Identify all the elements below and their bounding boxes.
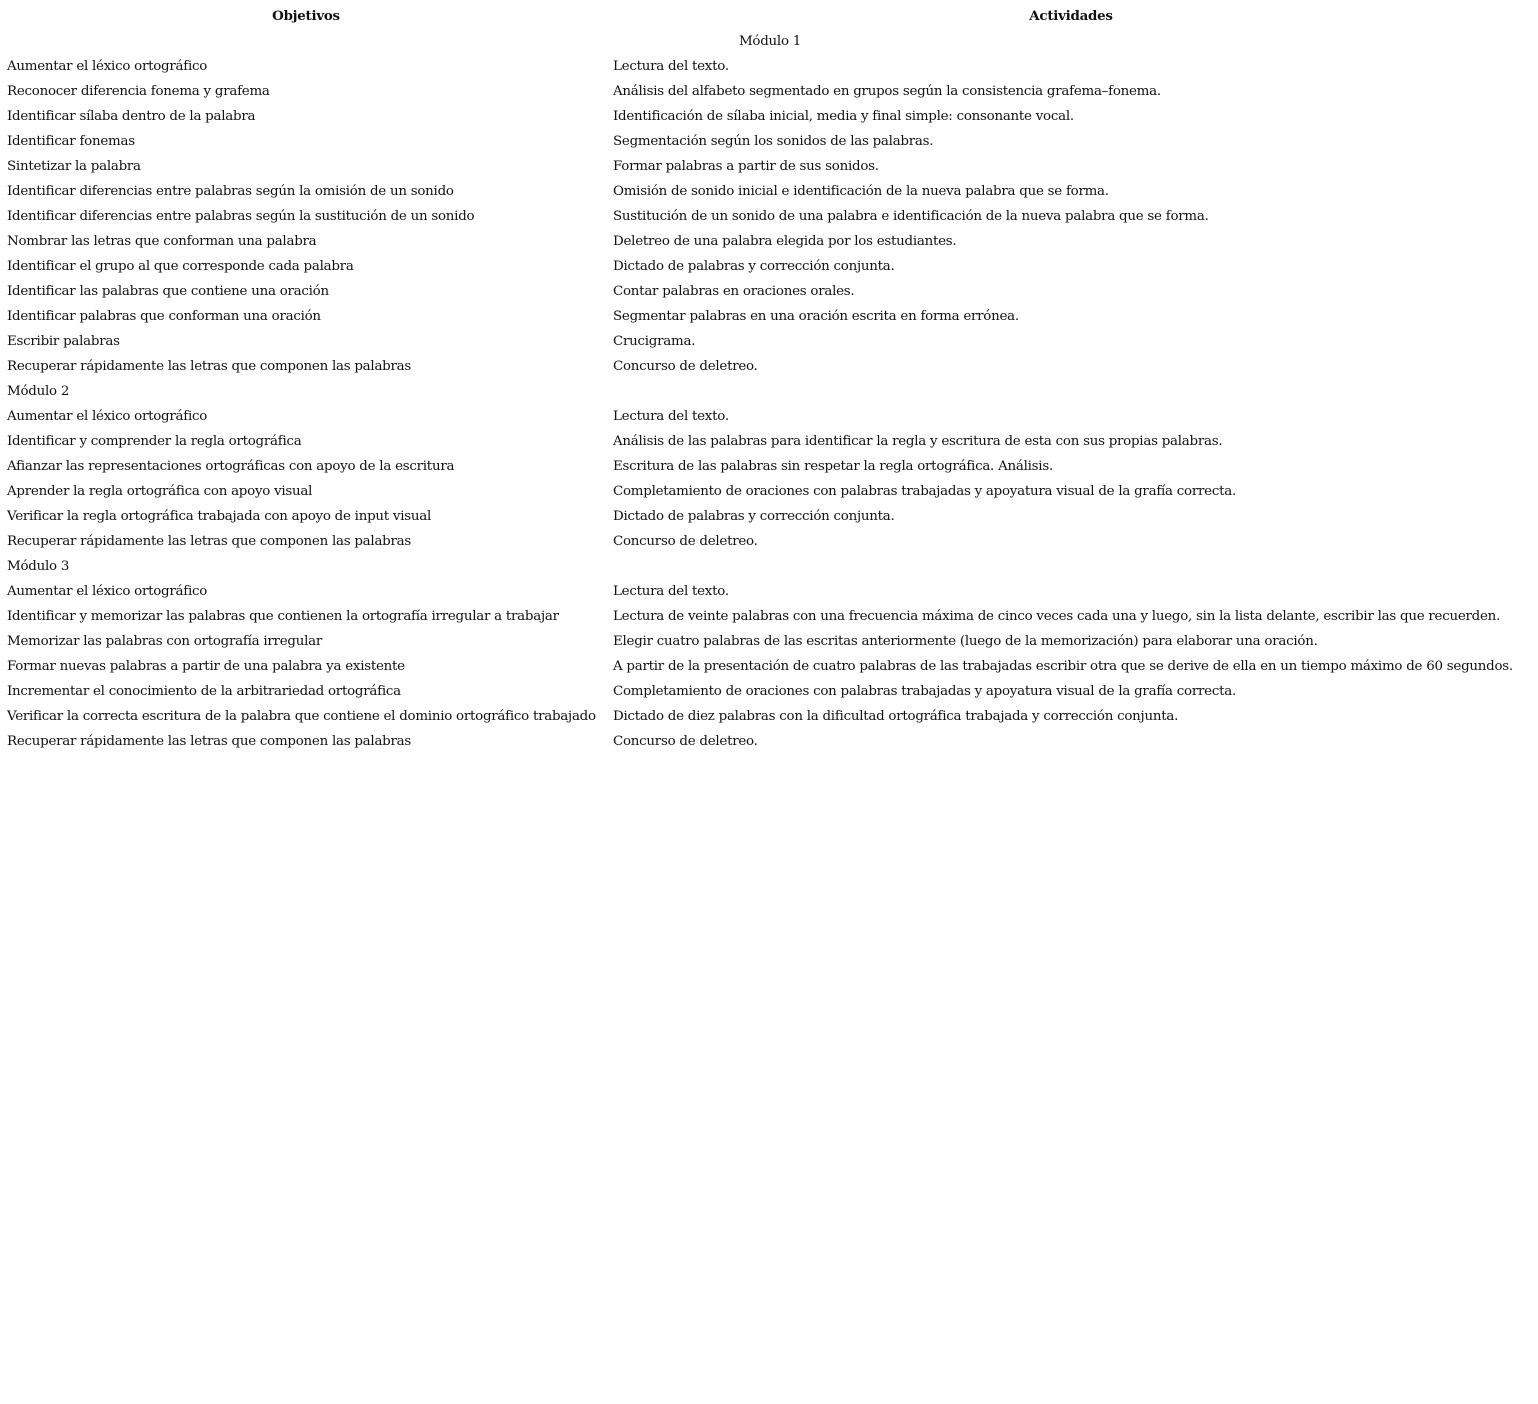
objective-cell: Sintetizar la palabra <box>7 159 141 174</box>
activity-cell: Completamiento de oraciones con palabras trabajadas y apoyatura visual de la grafía correcta. <box>613 684 1236 699</box>
objective-cell: Identificar el grupo al que corresponde cada palabra <box>7 259 354 274</box>
empty-cell <box>609 554 1533 579</box>
objective-cell: Recuperar rápidamente las letras que componen las palabras <box>7 534 412 549</box>
table-row <box>3 529 1533 554</box>
table-row <box>3 604 1533 629</box>
table-body <box>3 29 1533 754</box>
module-title-row <box>3 379 1533 404</box>
activity-cell: Análisis de las palabras para identificar la regla y escritura de esta con sus propias palabras. <box>613 434 1223 449</box>
activity-cell: Análisis del alfabeto segmentado en grupos según la consistencia grafema–fonema. <box>613 84 1161 99</box>
table-row <box>3 729 1533 754</box>
table-row <box>3 429 1533 454</box>
activity-cell: Concurso de deletreo. <box>613 734 758 749</box>
activity-cell: Elegir cuatro palabras de las escritas anteriormente (luego de la memorización) para elaborar una oración. <box>613 634 1318 649</box>
objective-cell: Afianzar las representaciones ortográficas con apoyo de la escritura <box>7 459 455 474</box>
activity-cell: Contar palabras en oraciones orales. <box>613 284 855 299</box>
activity-cell: Lectura del texto. <box>613 59 729 74</box>
module-title-row <box>3 554 1533 579</box>
activity-cell: Identificación de sílaba inicial, media y final simple: consonante vocal. <box>613 109 1074 124</box>
activity-cell: Lectura del texto. <box>613 584 729 599</box>
objective-cell: Verificar la correcta escritura de la palabra que contiene el dominio ortográfico trabajado <box>7 709 596 724</box>
activity-cell: Segmentación según los sonidos de las palabras. <box>613 134 934 149</box>
objective-cell: Nombrar las letras que conforman una palabra <box>7 234 317 249</box>
table-row <box>3 329 1533 354</box>
objective-cell: Aumentar el léxico ortográfico <box>7 59 208 74</box>
table-row <box>3 54 1533 79</box>
objective-cell: Identificar y memorizar las palabras que contienen la ortografía irregular a trabajar <box>7 609 559 624</box>
objective-cell: Recuperar rápidamente las letras que componen las palabras <box>7 359 412 374</box>
objective-cell: Reconocer diferencia fonema y grafema <box>7 84 270 99</box>
objective-cell: Identificar fonemas <box>7 134 135 149</box>
objective-cell: Aumentar el léxico ortográfico <box>7 409 208 424</box>
module-title-row <box>3 29 1533 54</box>
activity-cell: Lectura de veinte palabras con una frecuencia máxima de cinco veces cada una y luego, sin la lista delante, escribir las que recuerden. <box>613 609 1501 624</box>
activity-cell: Escritura de las palabras sin respetar la regla ortográfica. Análisis. <box>613 459 1053 474</box>
table-row <box>3 679 1533 704</box>
table-row <box>3 204 1533 229</box>
objective-cell: Aprender la regla ortográfica con apoyo visual <box>7 484 313 499</box>
module-title: Módulo 2 <box>7 384 70 399</box>
activity-cell: Crucigrama. <box>613 334 696 349</box>
activity-cell: Omisión de sonido inicial e identificación de la nueva palabra que se forma. <box>613 184 1109 199</box>
table-row <box>3 579 1533 604</box>
header-objectives: Objetivos <box>272 8 340 24</box>
objective-cell: Recuperar rápidamente las letras que componen las palabras <box>7 734 412 749</box>
objective-cell: Identificar diferencias entre palabras según la sustitución de un sonido <box>7 209 475 224</box>
activity-cell: Formar palabras a partir de sus sonidos. <box>613 159 879 174</box>
table-row <box>3 629 1533 654</box>
empty-cell <box>609 379 1533 404</box>
table-row <box>3 79 1533 104</box>
table-row <box>3 704 1533 729</box>
activity-cell: Dictado de palabras y corrección conjunta. <box>613 259 895 274</box>
table-row <box>3 154 1533 179</box>
objective-cell: Identificar las palabras que contiene una oración <box>7 284 329 299</box>
table-row <box>3 654 1533 679</box>
activity-cell: Completamiento de oraciones con palabras trabajadas y apoyatura visual de la grafía correcta. <box>613 484 1236 499</box>
objectives-activities-table <box>3 4 1533 754</box>
table-row <box>3 129 1533 154</box>
objective-cell: Identificar y comprender la regla ortográfica <box>7 434 302 449</box>
table-row <box>3 404 1533 429</box>
table-row <box>3 504 1533 529</box>
header-row <box>3 4 1533 29</box>
table-row <box>3 254 1533 279</box>
table-row <box>3 229 1533 254</box>
module-title: Módulo 3 <box>7 559 70 574</box>
activity-cell: Segmentar palabras en una oración escrita en forma errónea. <box>613 309 1019 324</box>
objective-cell: Memorizar las palabras con ortografía irregular <box>7 634 322 649</box>
activity-cell: Sustitución de un sonido de una palabra e identificación de la nueva palabra que se forma. <box>613 209 1209 224</box>
objective-cell: Verificar la regla ortográfica trabajada con apoyo de input visual <box>7 509 432 524</box>
objective-cell: Identificar diferencias entre palabras según la omisión de un sonido <box>7 184 454 199</box>
header-activities: Actividades <box>1029 8 1113 24</box>
table-row <box>3 454 1533 479</box>
table-row <box>3 354 1533 379</box>
objective-cell: Identificar palabras que conforman una oración <box>7 309 321 324</box>
table-header <box>3 4 1533 29</box>
table-row <box>3 479 1533 504</box>
table-row <box>3 279 1533 304</box>
objective-cell: Identificar sílaba dentro de la palabra <box>7 109 256 124</box>
table-row <box>3 304 1533 329</box>
activity-cell: Concurso de deletreo. <box>613 534 758 549</box>
objective-cell: Escribir palabras <box>7 334 120 349</box>
objective-cell: Aumentar el léxico ortográfico <box>7 584 208 599</box>
objective-cell: Formar nuevas palabras a partir de una palabra ya existente <box>7 659 405 674</box>
activity-cell: Concurso de deletreo. <box>613 359 758 374</box>
activity-cell: Deletreo de una palabra elegida por los estudiantes. <box>613 234 957 249</box>
module-title: Módulo 1 <box>738 34 802 49</box>
activity-cell: Dictado de diez palabras con la dificultad ortográfica trabajada y corrección conjunta. <box>613 709 1179 724</box>
activity-cell: A partir de la presentación de cuatro palabras de las trabajadas escribir otra que se derive de ella en un tiempo máximo de 60 segundos. <box>613 659 1513 674</box>
activity-cell: Dictado de palabras y corrección conjunta. <box>613 509 895 524</box>
table-row <box>3 104 1533 129</box>
table-row <box>3 179 1533 204</box>
activity-cell: Lectura del texto. <box>613 409 729 424</box>
objective-cell: Incrementar el conocimiento de la arbitrariedad ortográfica <box>7 684 401 699</box>
